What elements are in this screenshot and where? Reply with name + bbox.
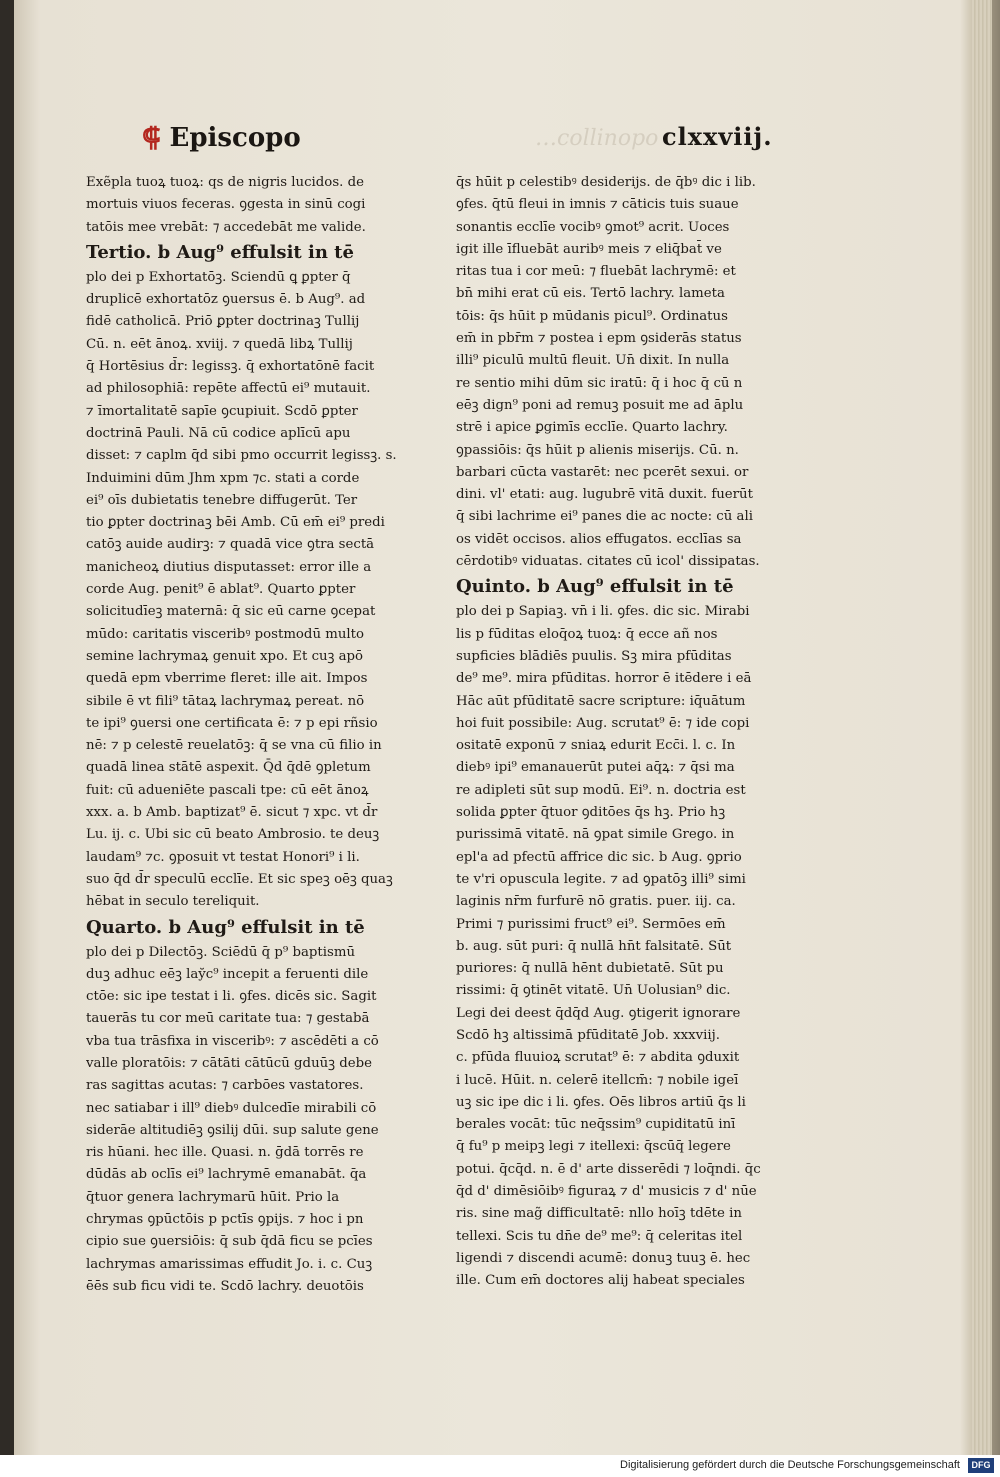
text-line: te ipi⁹ ꝯuersi one certificata ē: ⁊ p epi rñsio	[86, 715, 378, 731]
text-line: ras sagittas acutas: ⁊ carbōes vastatores.	[86, 1078, 364, 1094]
text-line: hoi fuit possibile: Aug. scrutat⁹ ē: ⁊ ide copi	[456, 715, 750, 731]
text-line: Tertio. b Aug⁹ effulsit in tē	[86, 241, 354, 263]
text-line: tōis: q̄s hūit p mūdanis picul⁹. Ordinatus	[456, 308, 728, 324]
text-line: ille. Cum em̄ doctores alij habeat speciales	[456, 1273, 745, 1289]
text-line: plo dei p Dilectōꝫ. Sciēdū q̄ p⁹ baptismū	[86, 944, 356, 960]
text-line: corde Aug. penit⁹ ē ablat⁹. Quarto ꝑpter	[86, 582, 356, 598]
text-line: Scdō hꝫ altissimā pfūditatē Job. xxxviij.	[456, 1027, 720, 1043]
text-line: Hāc aūt pfūditatē sacre scripture: iq̄uātum	[456, 693, 746, 709]
text-line: i lucē. Hūit. n. celerē itellcm̄: ⁊ nobile igeī	[456, 1072, 739, 1088]
dfg-logo: DFG	[968, 1458, 994, 1473]
text-line: rissimi: q̄ ꝯtinēt vitatē. Un̄ Uolusian⁹ dic.	[456, 983, 731, 999]
text-line: puriores: q̄ nullā hēnt dubietatē. Sūt pu	[456, 961, 724, 977]
text-line: re adipleti sūt sup modū. Ei⁹. n. doctria est	[456, 782, 746, 798]
text-line: Lu. ij. c. Ubi sic cū beato Ambrosio. te deuꝫ	[86, 827, 380, 843]
text-line: xxx. a. b Amb. baptizat⁹ ē. sicut ⁊ xpc. vt d̄r	[86, 805, 378, 821]
text-line: igit ille īfluebāt auribꝰ meis ⁊ eliq̄bat̄ ve	[456, 241, 722, 257]
text-line: barbari cūcta vastarēt: nec pcerēt sexui. or	[456, 464, 749, 480]
text-line: fuit: cū adueniēte pascali tpe: cū eēt ānoꝝ	[86, 782, 369, 798]
text-line: quadā linea stātē aspexit. Q̄d q̄dē ꝯpletum	[86, 760, 371, 776]
text-line: laginis nr̄m furfurē nō gratis. puer. iij. ca.	[456, 894, 736, 910]
text-line: quedā epm vberrime fleret: ille ait. Impos	[86, 671, 368, 687]
text-line: valle ploratōis: ⁊ cātāti cātūcū gduūꝫ debe	[86, 1055, 372, 1071]
funding-credit: Digitalisierung gefördert durch die Deutsche Forschungsgemeinschaft	[620, 1459, 960, 1471]
text-line: mortuis viuos feceras. ꝯgesta in sinū cogi	[86, 197, 366, 213]
text-line: druplicē exhortatōz ꝯuersus ē. b Aug⁹. ad	[86, 292, 366, 308]
text-line: q̄ sibi lachrime ei⁹ panes die ac nocte: cū ali	[456, 509, 753, 525]
left-text-column	[86, 172, 426, 1298]
text-line: epl'a ad pfectū affrice dic sic. b Aug. ꝯprio	[456, 849, 742, 865]
text-line: Quinto. b Aug⁹ effulsit in tē	[456, 576, 734, 598]
text-line: ꝯfes. q̄tū fleui in imnis ⁊ cāticis tuis suaue	[456, 197, 739, 213]
text-line: siderāe altitudiēꝫ ꝯsilij dūi. sup salute gene	[86, 1122, 379, 1138]
text-line: te v'ri opuscula legite. ⁊ ad ꝯpatōꝫ illi⁹ simi	[456, 871, 746, 887]
text-line: q̄d d' dimēsiōibꝰ figuraꝝ ⁊ d' musicis ⁊ d' nūe	[456, 1184, 757, 1200]
text-line: Primi ⁊ purissimi fruct⁹ ei⁹. Sermōes em̄	[456, 916, 726, 932]
text-line: ⁊ īmortalitatē sapīe ꝯcupiuit. Scdō ꝑpter	[86, 403, 358, 419]
footer-bar	[0, 1455, 1000, 1477]
text-line: berales vocāt: tūc neq̄ssim⁹ cupiditatū inī	[456, 1117, 736, 1133]
text-line: cērdotibꝰ viduatas. citates cū icol' dissipatas.	[456, 554, 760, 570]
text-line: catōꝫ auide audirꝫ: ⁊ quadā vice ꝯtra sectā	[86, 537, 375, 553]
text-line: Exẽpla tuoꝝ tuoꝝ: qs de nigris lucidos. de	[86, 175, 364, 190]
text-line: ad philosophiā: repēte affectū ei⁹ mutauit.	[86, 381, 371, 397]
text-line: nē: ⁊ p celestē reuelatōꝫ: q̄ se vna cū filio in	[86, 738, 382, 754]
text-line: ctōe: sic ipe testat i li. ꝯfes. dicēs sic. Sagit	[86, 989, 377, 1005]
text-line: q̄tuor genera lachrymarū hūit. Prio la	[86, 1189, 340, 1205]
text-line: ei⁹ oīs dubietatis tenebre diffugerūt. Ter	[86, 492, 358, 508]
text-line: plo dei p Exhortatōꝫ. Sciendū ꝗ ꝑpter q̄	[86, 269, 351, 285]
text-line: eēꝫ dign⁹ poni ad remuꝫ posuit me ad āplu	[456, 397, 744, 413]
text-line: tatōis mee vrebāt: ⁊ accedebāt me valide.	[86, 219, 366, 235]
text-line: re sentio mihi dūm sic iratū: q̄ i hoc q̄ cū n	[456, 375, 743, 391]
page-header	[0, 118, 1000, 168]
text-line: os vidēt occisos. alios effugatos. ecclīas sa	[456, 531, 742, 547]
text-line: sibile ē vt fili⁹ tātaꝝ lachrymaꝝ pereat. nō	[86, 693, 365, 709]
text-line: disset: ⁊ caplm q̄d sibi pmo occurrit legissꝫ. s.	[86, 448, 397, 464]
text-line: dini. vl' etati: aug. lugubrē vitā duxit. fuerūt	[456, 487, 753, 503]
text-line: tio ꝑpter doctrinaꝫ bēi Amb. Cū em̄ ei⁹ predi	[86, 515, 385, 531]
text-line: dūdās ab oclīs ei⁹ lachrymē emanabāt. q̄a	[86, 1167, 367, 1183]
text-line: uꝫ sic ipe dic i li. ꝯfes. Oēs libros artiū q̄s li	[456, 1094, 746, 1110]
page-edges	[972, 0, 992, 1455]
text-line: ritas tua i cor meū: ⁊ fluebāt lachrymē: et	[456, 264, 736, 280]
text-line: bn̄ mihi erat cū eis. Tertō lachry. lameta	[456, 286, 725, 302]
text-line: diebꝰ ipi⁹ emanauerūt putei aq̄ꝝ: ⁊ q̄si ma	[456, 760, 735, 776]
right-text-column	[456, 172, 796, 1293]
text-line: chrymas ꝯpūctōis p pctīs ꝯpijs. ⁊ hoc i pn	[86, 1212, 364, 1228]
text-line: cipio sue ꝯuersiōis: q̄ sub q̄dā ficu se pcīes	[86, 1234, 373, 1250]
text-line: q̄ Hortēsius d̄r: legissꝫ. q̄ exhortatōnē facit	[86, 359, 375, 375]
text-line: em̄ in pbr̄m ⁊ postea i epm ꝯsiderās status	[456, 331, 742, 347]
text-line: ris. sine mag̃ difficultatē: nllo hoīꝫ tdēte in	[456, 1206, 742, 1222]
text-line: mūdo: caritatis visceribꝰ postmodū multo	[86, 626, 365, 642]
text-line: de⁹ me⁹. mira pfūditas. horror ē itēdere i eā	[456, 671, 752, 687]
text-line: potui. q̄cq̄d. n. ē d' arte disserēdi ⁊ loq̄ndi. q̄c	[456, 1161, 761, 1177]
text-line: tellexi. Scis tu dn̄e de⁹ me⁹: q̄ celeritas itel	[456, 1228, 743, 1244]
text-line: plo dei p Sapiaꝫ. vn̄ i li. ꝯfes. dic sic. Mirabi	[456, 604, 750, 620]
text-line: q̄s hūit p celestibꝰ desiderijs. de q̄bꝰ dic i lib.	[456, 175, 756, 190]
running-head: ⸿ Episcopo	[142, 123, 301, 153]
text-line: ꝯpassiōis: q̄s hūit p alienis miserijs. Cū. n.	[456, 442, 739, 458]
text-line: solicitudīeꝫ maternā: q̄ sic eū carne ꝯcepat	[86, 604, 376, 620]
text-line: manicheoꝝ diutius disputasset: error ille a	[86, 559, 372, 575]
adjacent-page-strip	[0, 0, 14, 1455]
text-line: ris hūani. hec ille. Quasi. n. ḡdā torrēs re	[86, 1145, 364, 1161]
text-line: vba tua trāsfixa in visceribꝰ: ⁊ ascēdēti a cō	[86, 1033, 379, 1049]
folio-number: clxxviij.	[662, 122, 773, 151]
text-line: purissimā vitatē. nā ꝯpat simile Grego. in	[456, 827, 735, 843]
text-line: b. aug. sūt puri: q̄ nullā hn̄t falsitatē. Sūt	[456, 938, 732, 954]
text-line: Cū. n. eēt ānoꝝ. xviij. ⁊ quedā libꝝ Tullij	[86, 336, 353, 352]
text-line: laudam⁹ ⁊c. ꝯposuit vt testat Honori⁹ i li.	[86, 849, 360, 865]
text-line: lis p fūditas eloq̄oꝝ tuoꝝ: q̄ ecce añ nos	[456, 626, 718, 642]
text-line: hēbat in seculo tereliquit.	[86, 894, 260, 910]
text-line: c. pfūda fluuioꝝ scrutat⁹ ē: ⁊ abdita ꝯduxit	[456, 1050, 740, 1066]
text-line: semine lachrymaꝝ genuit xpo. Et cuꝫ apō	[86, 648, 364, 664]
text-line: duꝫ adhuc eēꝫ lay̆c⁹ incepit a feruenti dile	[86, 966, 369, 982]
text-line: Quarto. b Aug⁹ effulsit in tē	[86, 916, 365, 938]
text-line: tauerās tu cor meū caritate tua: ⁊ gestabā	[86, 1011, 370, 1027]
text-line: q̄ fu⁹ p meipꝫ legi ⁊ itellexi: q̄scūq̄ legere	[456, 1139, 731, 1155]
bleed-through-text: …collinopo	[535, 126, 659, 151]
text-line: strē i apice ꝑgimīs ecclīe. Quarto lachry.	[456, 420, 728, 436]
text-line: doctrinā Pauli. Nā cū codice aplīcū apu	[86, 425, 351, 441]
text-line: suo q̄d d̄r speculū ecclīe. Et sic speꝫ oēꝫ quaꝫ	[86, 871, 393, 887]
text-line: Induimini dūm Jhm xpm ⁊c. stati a corde	[86, 470, 360, 486]
text-line: nec satiabar i ill⁹ diebꝰ dulcedīe mirabili cō	[86, 1100, 377, 1116]
text-line: supficies blādiēs puulis. Sꝫ mira pfūditas	[456, 648, 732, 664]
text-line: Legi dei deest q̄dq̄d Aug. ꝯtigerit ignorare	[456, 1005, 741, 1021]
text-line: sonantis ecclīe vocibꝰ ꝯmot⁹ acrit. Uoces	[456, 219, 730, 235]
text-line: illi⁹ piculū multū fleuit. Un̄ dixit. In nulla	[456, 353, 730, 369]
text-line: ēēs sub ficu vidi te. Scdō lachry. deuotōis	[86, 1278, 364, 1294]
text-line: lachrymas amarissimas effudit Jo. i. c. Cuꝫ	[86, 1256, 373, 1272]
text-line: ligendi ⁊ discendi acumē: donuꝫ tuuꝫ ē. hec	[456, 1250, 751, 1266]
text-line: fidē catholicā. Priō ꝑpter doctrinaꝫ Tullij	[86, 314, 360, 330]
text-line: ositatē exponū ⁊ sniaꝝ edurit Ecc̄i. l. c. In	[456, 738, 736, 754]
text-line: solida ꝑpter q̄tuor ꝯditōes q̄s hꝫ. Prio hꝫ	[456, 805, 726, 821]
